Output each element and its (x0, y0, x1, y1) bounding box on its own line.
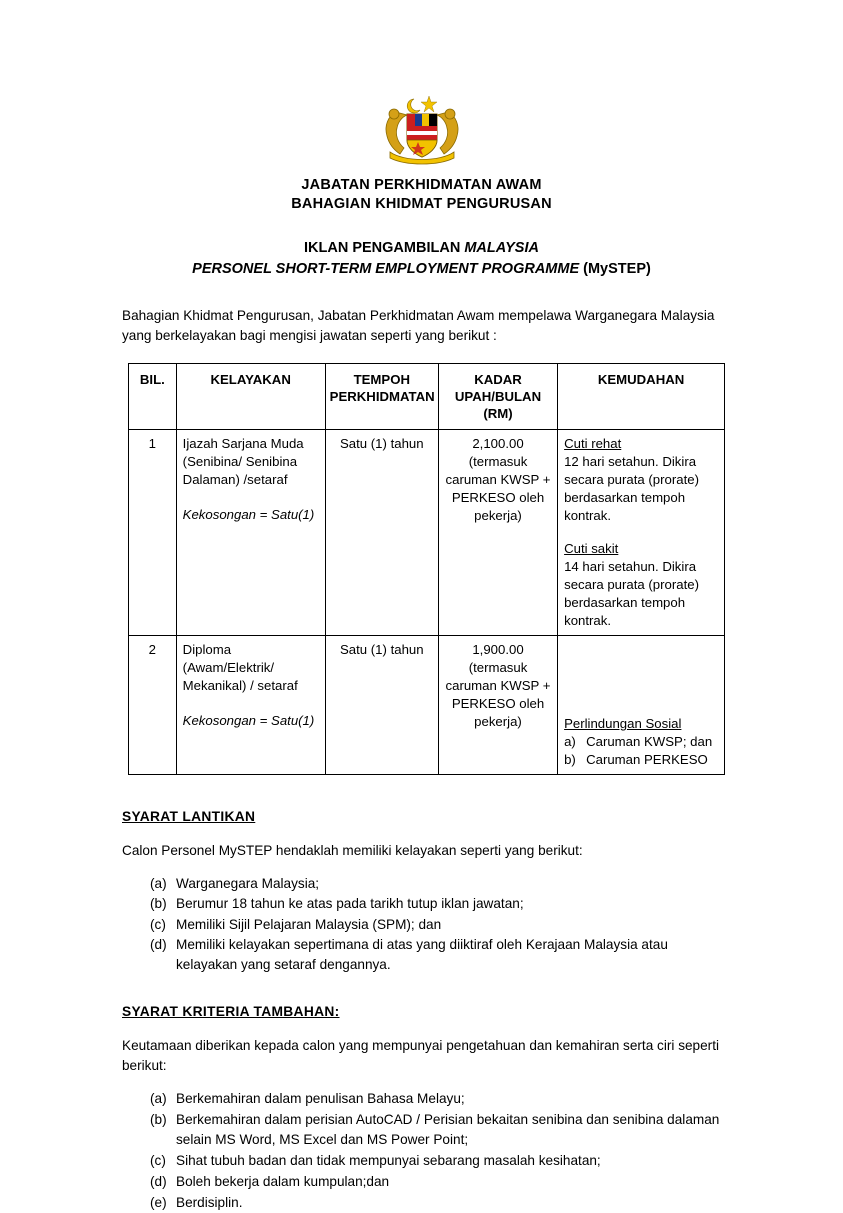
syarat-tambahan-item-b-text: Berkemahiran dalam perisian AutoCAD / Perisian bekaitan senibina dan senibina dalaman selain MS Word, MS Excel dan MS Power Point; (176, 1112, 720, 1148)
syarat-tambahan-item-a-label: (a) (150, 1091, 167, 1107)
crest-container (0, 0, 843, 166)
table-row (129, 636, 725, 775)
syarat-lantikan-lead: Calon Personel MySTEP hendaklah memiliki kelayakan seperti yang berikut: (122, 843, 583, 858)
syarat-lantikan-item-c-label: (c) (150, 916, 166, 932)
table-row (129, 430, 725, 636)
row2-kemudahan-item-a-label: a) (564, 734, 576, 749)
syarat-lantikan-item-d-text: Memiliki kelayakan sepertimana di atas yang diiktiraf oleh Kerajaan Malaysia atau kelayakan yang setaraf dengannya. (176, 937, 668, 972)
column-header-kemudahan: KEMUDAHAN (558, 364, 725, 430)
list-item (150, 915, 725, 935)
row2-bil: 2 (129, 636, 177, 775)
syarat-lantikan-item-b-text: Berumur 18 tahun ke atas pada tarikh tutup iklan jawatan; (176, 896, 524, 912)
column-header-kelayakan: KELAYAKAN (176, 364, 325, 430)
agency-header (0, 176, 843, 214)
syarat-lantikan-item-c-text: Memiliki Sijil Pelajaran Malaysia (SPM); dan (176, 916, 442, 932)
list-item (564, 733, 718, 751)
row2-kemudahan-spacer (564, 641, 718, 715)
row2-kemudahan-heading-1: Perlindungan Sosial (564, 716, 682, 731)
row1-kemudahan-text-2: 14 hari setahun. Dikira secara purata (prorate) berdasarkan tempoh kontrak. (564, 559, 699, 628)
syarat-lantikan-item-a-text: Warganegara Malaysia; (176, 875, 320, 891)
table-header-row (129, 364, 725, 430)
syarat-tambahan-item-c-label: (c) (150, 1153, 166, 1169)
syarat-tambahan-item-b-label: (b) (150, 1112, 167, 1128)
list-item (150, 1151, 725, 1171)
row2-kelayakan-text: Diploma (Awam/Elektrik/ Mekanikal) / setaraf (182, 642, 298, 693)
vacancy-table (128, 363, 725, 775)
row1-tempoh: Satu (1) tahun (325, 430, 438, 636)
row2-tempoh: Satu (1) tahun (325, 636, 438, 775)
row2-kemudahan-item-a-text: Caruman KWSP; dan (586, 734, 713, 749)
row2-kelayakan (176, 636, 325, 775)
syarat-lantikan-item-a-label: (a) (150, 875, 167, 891)
row2-kadar: 1,900.00 (termasuk caruman KWSP + PERKESO oleh pekerja) (438, 636, 557, 775)
row1-kelayakan-text: Ijazah Sarjana Muda (Senibina/ Senibina Dalaman) /setaraf (182, 436, 304, 487)
title-line2-italic: PERSONEL SHORT-TERM EMPLOYMENT PROGRAMME (192, 261, 580, 277)
row2-kemudahan-list (564, 733, 718, 769)
section-title-syarat-tambahan: SYARAT KRITERIA TAMBAHAN: (122, 1004, 340, 1020)
malaysia-coat-of-arms-icon (374, 88, 470, 166)
list-item (150, 1089, 725, 1109)
title-line-2 (0, 259, 843, 280)
row1-kemudahan-text-1: 12 hari setahun. Dikira secara purata (prorate) berdasarkan tempoh kontrak. (564, 454, 699, 523)
column-header-tempoh: TEMPOH PERKHIDMATAN (325, 364, 438, 430)
row1-kelayakan (176, 430, 325, 636)
row1-bil: 1 (129, 430, 177, 636)
list-item (150, 1110, 725, 1150)
title-line2-suffix: (MySTEP) (579, 261, 651, 277)
agency-name-line1: JABATAN PERKHIDMATAN AWAM (301, 177, 542, 193)
row1-kadar: 2,100.00 (termasuk caruman KWSP + PERKESO oleh pekerja) (438, 430, 557, 636)
column-header-kadar: KADAR UPAH/BULAN (RM) (438, 364, 557, 430)
vacancy-table-container (0, 363, 843, 775)
section-title-syarat-lantikan: SYARAT LANTIKAN (122, 809, 256, 824)
column-header-bil: BIL. (129, 364, 177, 430)
list-item (150, 894, 725, 914)
list-item (150, 874, 725, 894)
title-line1-italic: MALAYSIA (464, 240, 539, 256)
title-line-1 (0, 238, 843, 259)
syarat-tambahan-item-a-text: Berkemahiran dalam penulisan Bahasa Melayu; (176, 1091, 465, 1107)
row1-kemudahan-heading-2: Cuti sakit (564, 541, 619, 556)
syarat-tambahan-item-e-text: Berdisiplin. (176, 1195, 243, 1211)
agency-name-line2: BAHAGIAN KHIDMAT PENGURUSAN (291, 196, 552, 212)
list-item (150, 1172, 725, 1192)
row2-kemudahan-item-b-text: Caruman PERKESO (586, 752, 708, 767)
advertisement-title (0, 238, 843, 280)
title-line1-prefix: IKLAN PENGAMBILAN (304, 240, 465, 256)
syarat-tambahan-lead: Keutamaan diberikan kepada calon yang mempunyai pengetahuan dan kemahiran serta ciri seperti berikut: (122, 1038, 719, 1074)
syarat-tambahan-item-d-label: (d) (150, 1174, 167, 1190)
syarat-tambahan-item-e-label: (e) (150, 1195, 167, 1211)
syarat-lantikan-item-b-label: (b) (150, 896, 167, 912)
list-item (150, 1193, 725, 1213)
row1-kemudahan (558, 430, 725, 636)
syarat-tambahan-list (0, 1089, 843, 1213)
syarat-lantikan-item-d-label: (d) (150, 937, 167, 953)
syarat-tambahan-item-c-text: Sihat tubuh badan dan tidak mempunyai sebarang masalah kesihatan; (176, 1153, 601, 1169)
row2-kemudahan-item-b-label: b) (564, 752, 576, 767)
row2-kemudahan (558, 636, 725, 775)
row1-kemudahan-heading-1: Cuti rehat (564, 436, 622, 451)
list-item (150, 935, 725, 974)
list-item (564, 751, 718, 769)
row2-kekosongan: Kekosongan = Satu(1) (182, 713, 315, 728)
syarat-lantikan-list (0, 874, 843, 975)
row1-kekosongan: Kekosongan = Satu(1) (182, 507, 315, 522)
intro-paragraph: Bahagian Khidmat Pengurusan, Jabatan Perkhidmatan Awam mempelawa Warganegara Malaysia yang berkelayakan bagi mengisi jawatan seperti yang berikut : (122, 308, 715, 343)
syarat-tambahan-item-d-text: Boleh bekerja dalam kumpulan;dan (176, 1174, 390, 1190)
